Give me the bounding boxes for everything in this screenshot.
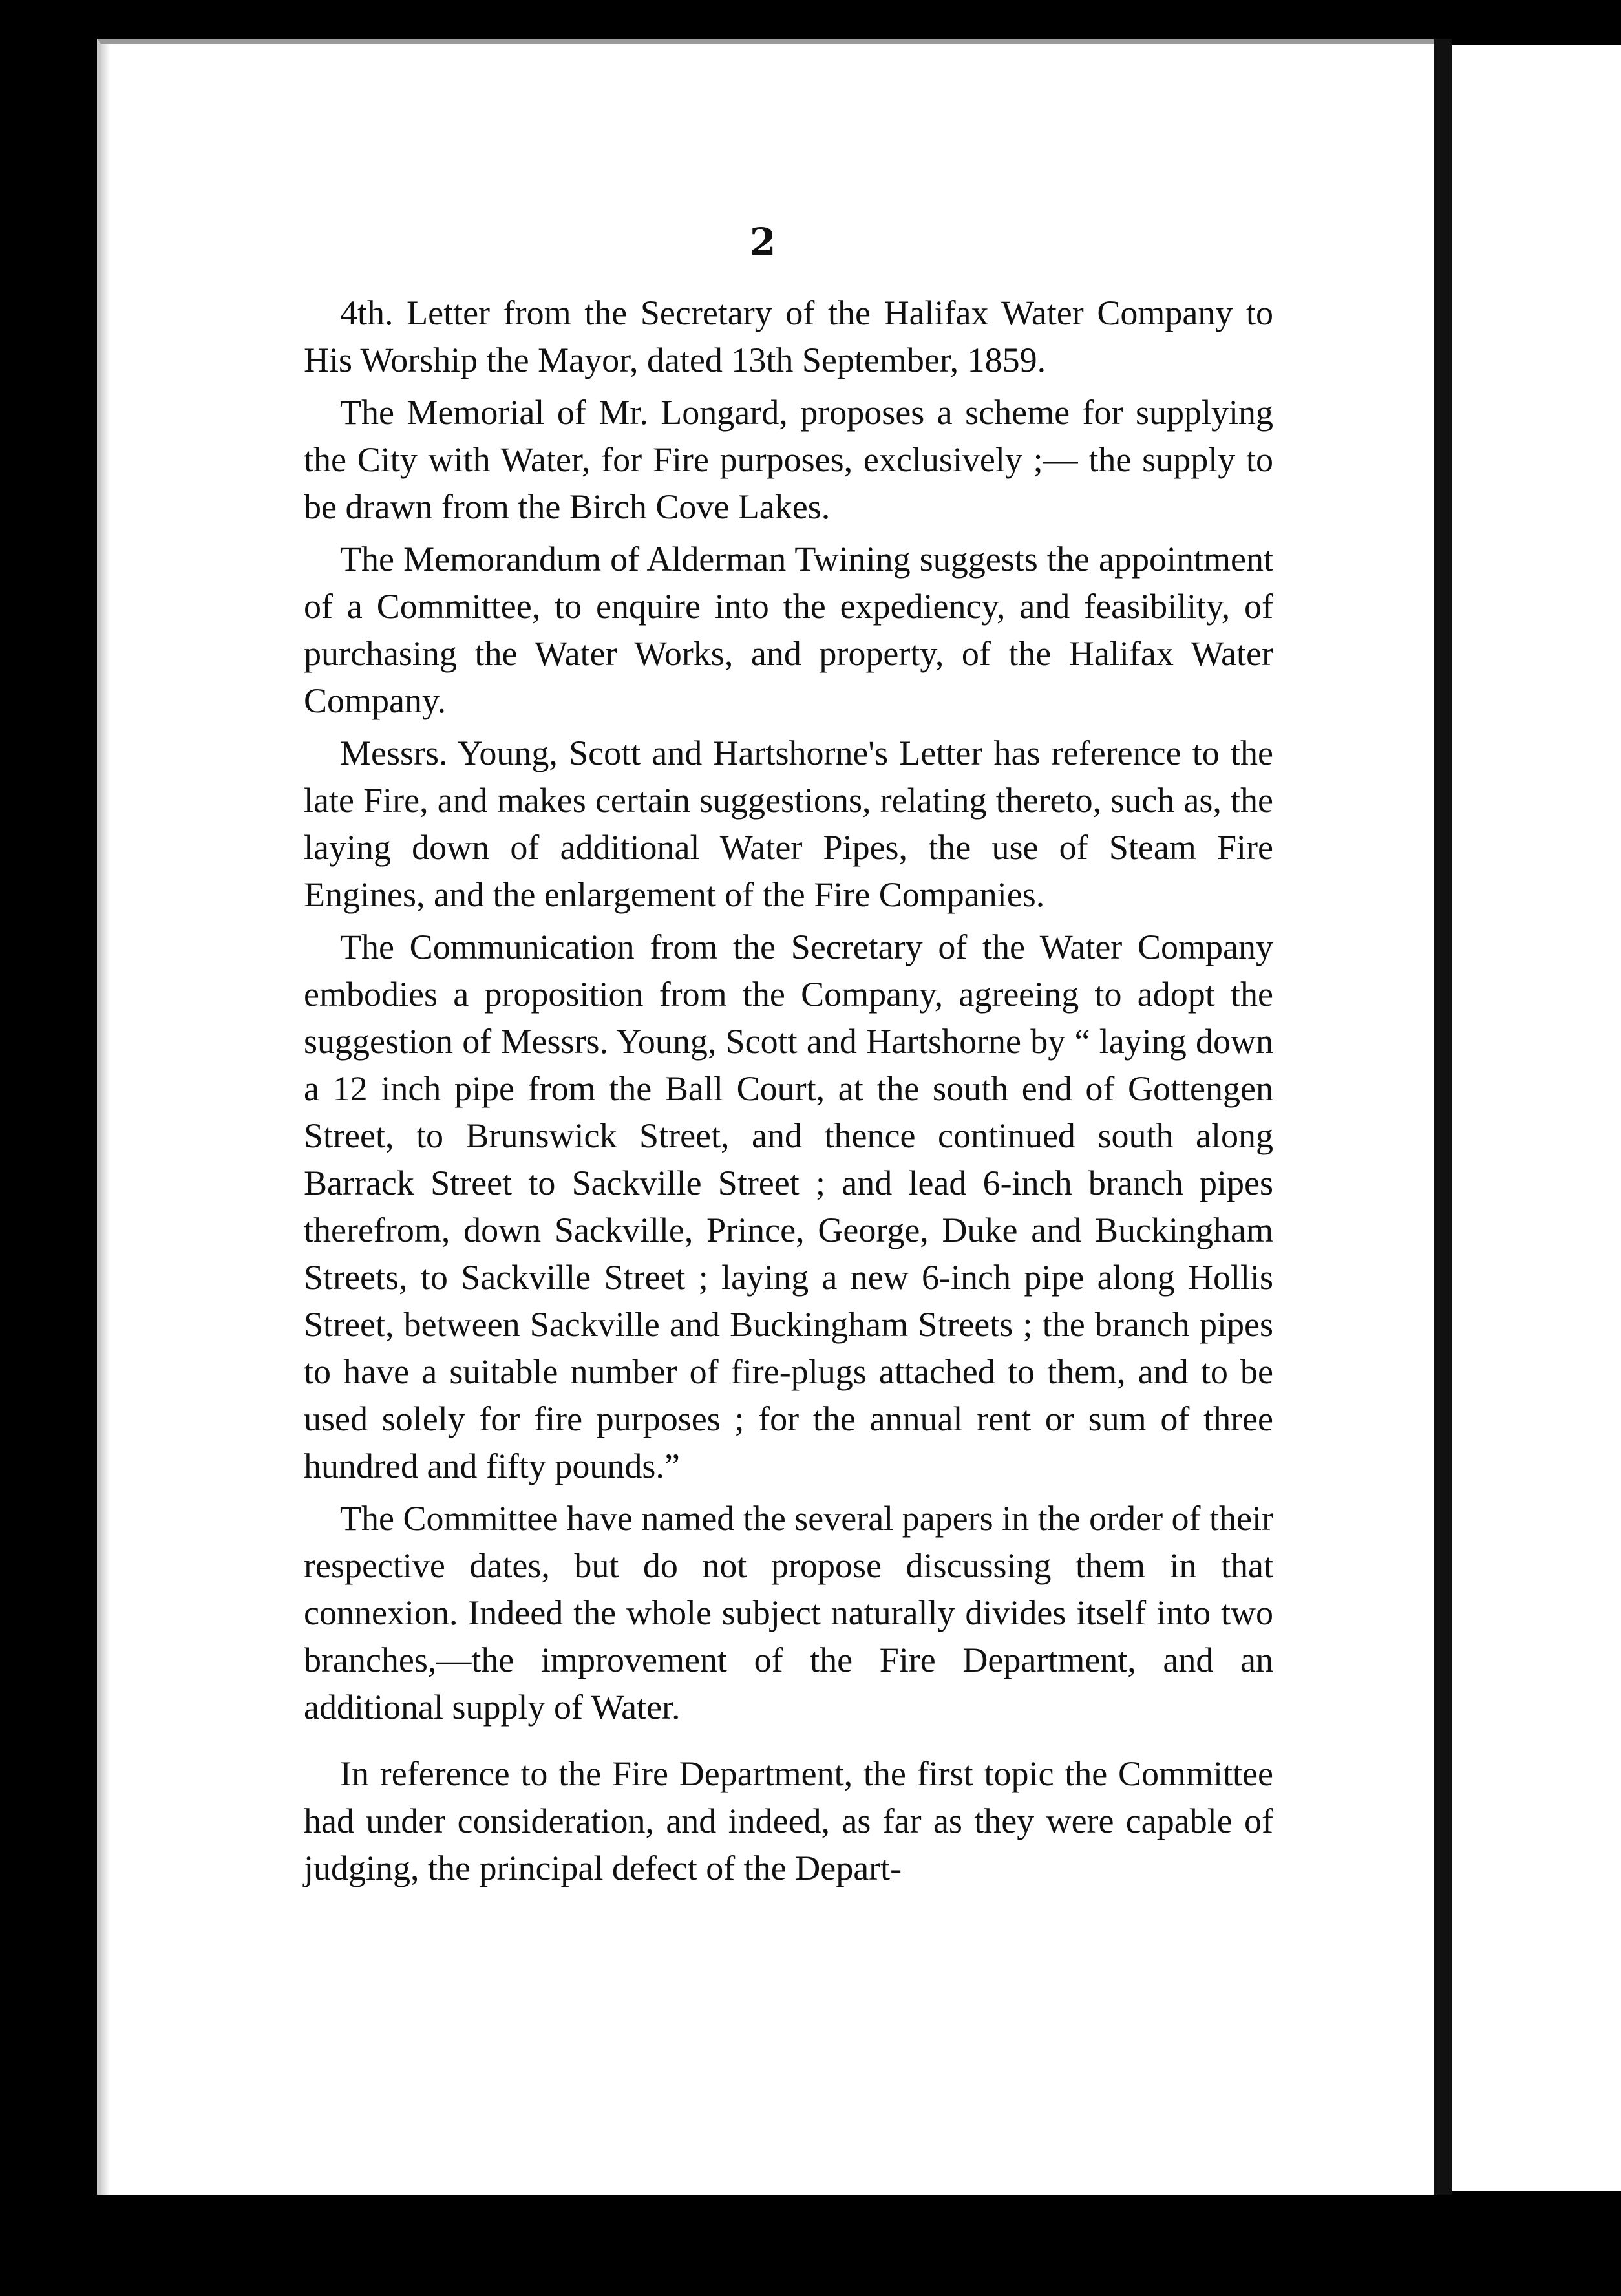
paragraph: The Memorial of Mr. Longard, proposes a scheme for supplying the City with Water, for Fire purposes, exclusively ;— the supply to be drawn from the Birch Cove Lakes. <box>304 393 1273 526</box>
paragraph: The Committee have named the several papers in the order of their respective dates, but do not propose discussing them in that connexion. Indeed the whole subject naturally divides itself into two branches,—the improvement of the Fire Department, and an additional supply of Water. <box>304 1499 1273 1727</box>
page-number: 2 <box>750 220 776 264</box>
book-gutter <box>1434 39 1452 2195</box>
paragraph: 4th. Letter from the Secretary of the Halifax Water Company to His Worship the Mayor, dated 13th September, 1859. <box>304 293 1273 379</box>
paragraph: The Memorandum of Alderman Twining suggests the appointment of a Committee, to enquire into the expediency, and feasibility, of purchasing the Water Works, and property, of the Halifax Water Company. <box>304 540 1273 720</box>
adjacent-page-edge <box>1452 45 1621 2191</box>
page-edge-shadow <box>101 44 110 2195</box>
body-text <box>304 290 1273 1897</box>
paragraph: Messrs. Young, Scott and Hartshorne's Letter has reference to the late Fire, and makes certain suggestions, relating thereto, such as, the laying down of additional Water Pipes, the use of Steam Fire Engines, and the enlargement of the Fire Companies. <box>304 734 1273 914</box>
paragraph: In reference to the Fire Department, the first topic the Committee had under consideration, and indeed, as far as they were capable of judging, the principal defect of the Depart- <box>304 1754 1273 1887</box>
paragraph: The Communication from the Secretary of the Water Company embodies a proposition from the Company, agreeing to adopt the suggestion of Messrs. Young, Scott and Hartshorne by “ laying down a 12 inch pipe from the Ball Court, at the south end of Gottengen Street, to Brunswick Street, and thence continued south along Barrack Street to Sackville Street ; and lead 6-inch branch pipes therefrom, down Sackville, Prince, George, Duke and Buckingham Streets, to Sackville Street ; laying a new 6-inch pipe along Hollis Street, between Sackville and Buckingham Streets ; the branch pipes to have a suitable number of fire-plugs attached to them, and to be used solely for fire purposes ; for the annual rent or sum of three hundred and fifty pounds.” <box>304 928 1273 1485</box>
